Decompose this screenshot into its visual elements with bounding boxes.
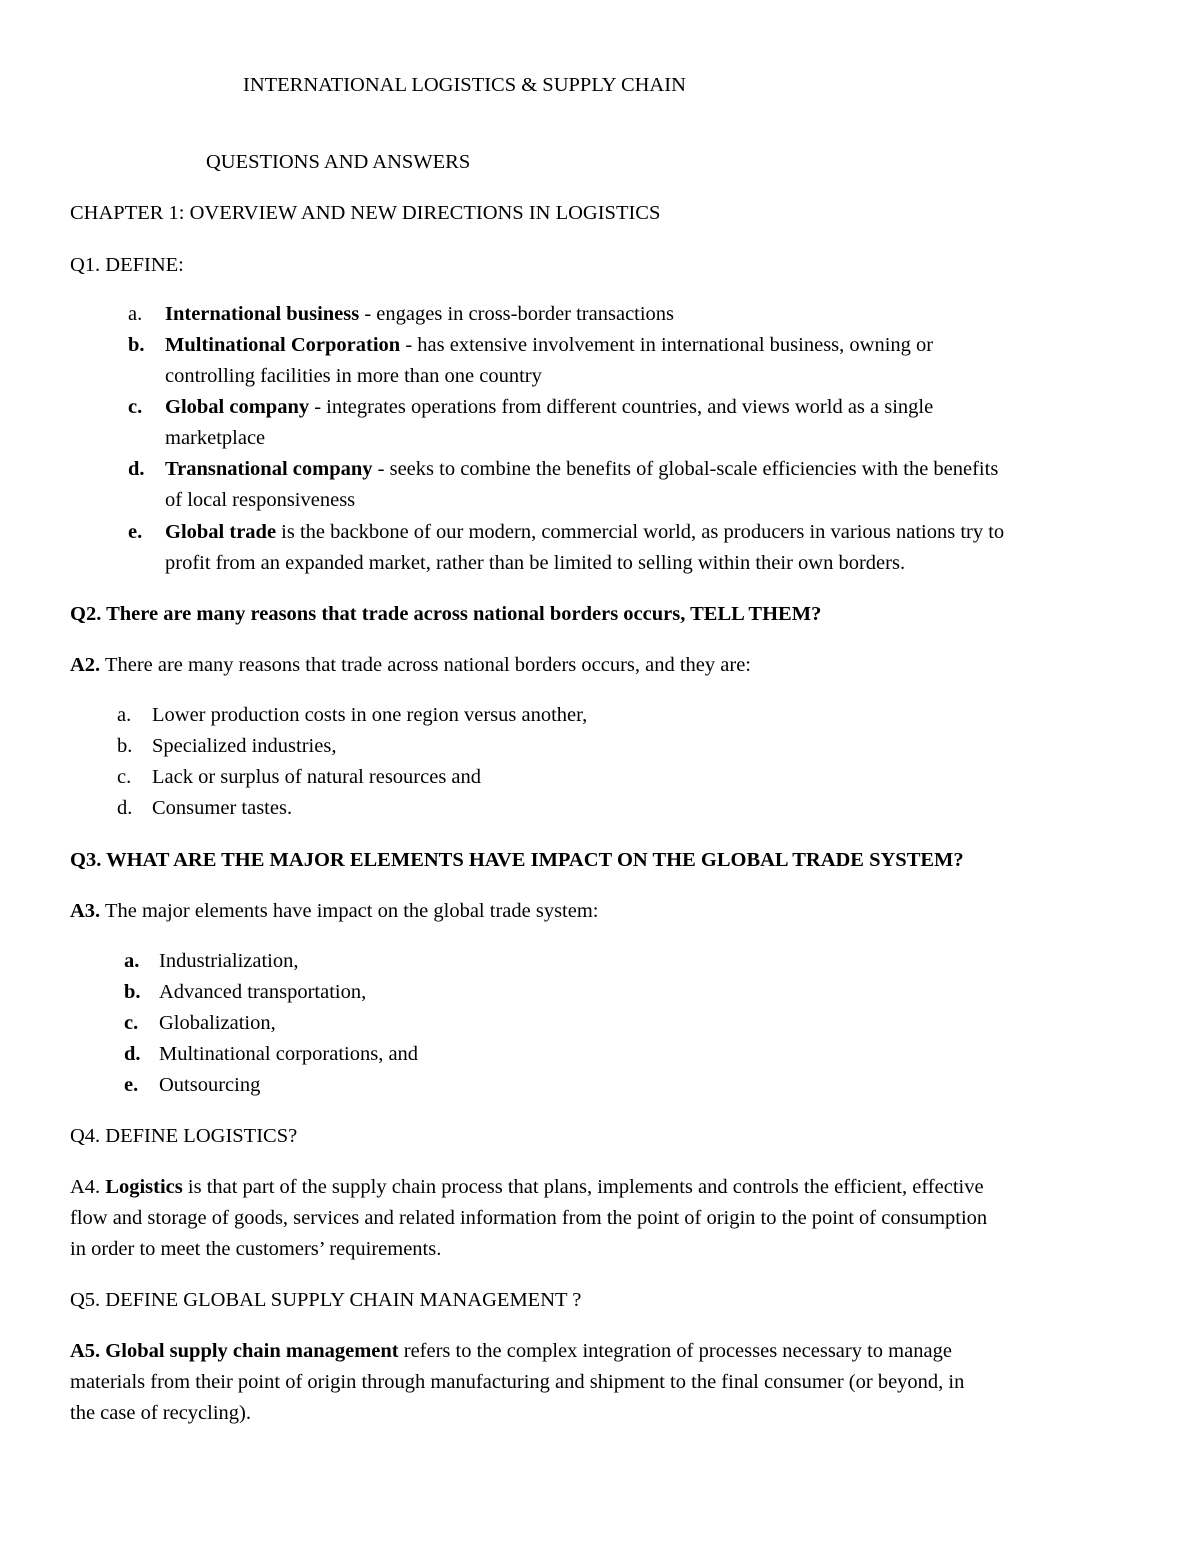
q3-item-e: Outsourcing [159, 1074, 261, 1096]
q1-item-e [165, 517, 1004, 548]
q1-item-b-text: - has extensive involvement in international business, owning or [400, 334, 934, 356]
q4-answer-text: is that part of the supply chain process that plans, implements and controls the efficient, effective [182, 1176, 984, 1198]
q2-heading: Q2. There are many reasons that trade across national borders occurs, TELL THEM? [70, 603, 822, 625]
q1-item-d [165, 454, 998, 485]
q1-item-e-term: Global trade [165, 521, 277, 543]
q2-item-d: Consumer tastes. [152, 797, 293, 819]
q3-item-d-marker: d. [124, 1043, 141, 1065]
q4-answer [70, 1172, 984, 1203]
q1-item-b-text-cont: controlling facilities in more than one country [165, 365, 542, 387]
q2-item-b-marker: b. [117, 735, 133, 757]
q3-item-b-marker: b. [124, 981, 141, 1003]
q3-item-d: Multinational corporations, and [159, 1043, 419, 1065]
q3-item-c: Globalization, [159, 1012, 276, 1034]
q1-item-e-marker: e. [128, 521, 143, 543]
q3-item-a-marker: a. [124, 950, 140, 972]
q3-item-a: Industrialization, [159, 950, 299, 972]
q2-answer-text: There are many reasons that trade across national borders occurs, and they are: [100, 654, 751, 676]
q3-item-e-marker: e. [124, 1074, 139, 1096]
q2-item-a: Lower production costs in one region versus another, [152, 704, 588, 726]
q3-item-b: Advanced transportation, [159, 981, 367, 1003]
q1-item-e-text-cont: profit from an expanded market, rather than be limited to selling within their own borders. [165, 552, 906, 574]
q4-answer-term: Logistics [105, 1176, 183, 1198]
q4-answer-label: A4. [70, 1176, 106, 1198]
document-title: INTERNATIONAL LOGISTICS & SUPPLY CHAIN [243, 74, 686, 96]
q1-item-d-text-cont: of local responsiveness [165, 489, 356, 511]
q1-item-a-marker: a. [128, 303, 143, 325]
q2-item-b: Specialized industries, [152, 735, 337, 757]
q1-item-a-term: International business [165, 303, 360, 325]
q1-heading: Q1. DEFINE: [70, 254, 184, 276]
q5-answer [70, 1336, 952, 1367]
q1-item-c-marker: c. [128, 396, 143, 418]
document-subtitle: QUESTIONS AND ANSWERS [206, 151, 471, 173]
q5-answer-text: refers to the complex integration of processes necessary to manage [398, 1340, 952, 1362]
q5-answer-line-3: the case of recycling). [70, 1402, 251, 1424]
q1-item-c-term: Global company [165, 396, 310, 418]
q2-item-a-marker: a. [117, 704, 132, 726]
q3-answer [70, 896, 599, 927]
q1-item-b-term: Multinational Corporation [165, 334, 401, 356]
q3-answer-text: The major elements have impact on the global trade system: [100, 900, 599, 922]
q4-answer-line-2: flow and storage of goods, services and related information from the point of origin to the point of consumption [70, 1207, 988, 1229]
q3-heading: Q3. WHAT ARE THE MAJOR ELEMENTS HAVE IMPACT ON THE GLOBAL TRADE SYSTEM? [70, 849, 964, 871]
q1-item-c [165, 392, 933, 423]
q1-item-d-text: - seeks to combine the benefits of global-scale efficiencies with the benefits [372, 458, 999, 480]
q5-heading: Q5. DEFINE GLOBAL SUPPLY CHAIN MANAGEMENT ? [70, 1289, 582, 1311]
q1-item-a [165, 299, 674, 330]
q2-answer [70, 650, 751, 681]
q3-item-c-marker: c. [124, 1012, 139, 1034]
q1-item-e-text: is the backbone of our modern, commercial world, as producers in various nations try to [276, 521, 1005, 543]
chapter-heading: CHAPTER 1: OVERVIEW AND NEW DIRECTIONS IN LOGISTICS [70, 202, 661, 224]
q5-answer-label: A5. Global supply chain management [70, 1340, 399, 1362]
q1-item-a-text: - engages in cross-border transactions [359, 303, 675, 325]
q4-heading: Q4. DEFINE LOGISTICS? [70, 1125, 298, 1147]
q1-item-c-text-cont: marketplace [165, 427, 266, 449]
q2-item-c: Lack or surplus of natural resources and [152, 766, 482, 788]
q2-answer-label: A2. [70, 654, 101, 676]
q1-item-b-marker: b. [128, 334, 145, 356]
q4-answer-line-3: in order to meet the customers’ requirements. [70, 1238, 442, 1260]
q5-answer-line-2: materials from their point of origin through manufacturing and shipment to the final consumer (or beyond, in [70, 1371, 965, 1393]
q1-item-d-term: Transnational company [165, 458, 373, 480]
q2-item-c-marker: c. [117, 766, 132, 788]
q1-item-d-marker: d. [128, 458, 145, 480]
q1-item-c-text: - integrates operations from different countries, and views world as a single [309, 396, 934, 418]
q1-item-b [165, 330, 933, 361]
q2-item-d-marker: d. [117, 797, 133, 819]
q3-answer-label: A3. [70, 900, 101, 922]
